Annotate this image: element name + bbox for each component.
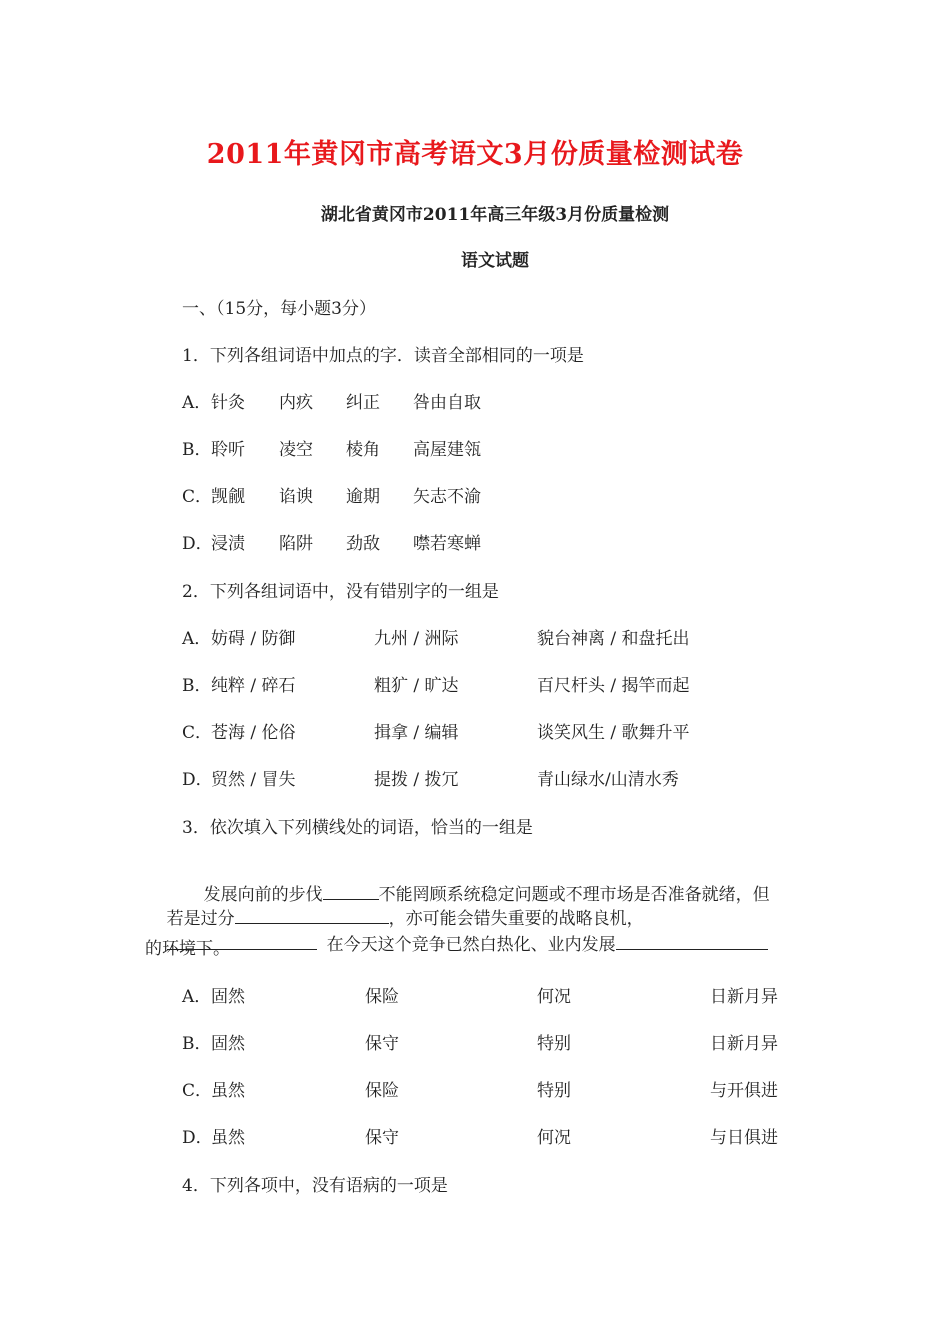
option-label: B．: [182, 676, 212, 696]
option-label: C．: [182, 1081, 213, 1101]
option-item: 固然: [211, 987, 245, 1007]
question-1-stem: 1．下列各组词语中加点的字．读音全部相同的一项是: [182, 346, 584, 366]
option-label: D．: [182, 534, 213, 554]
option-item: 谈笑风生 / 歌舞升平: [537, 723, 690, 743]
option-label: B．: [182, 440, 212, 460]
question-3-stem: 3．依次填入下列横线处的词语，恰当的一组是: [182, 818, 533, 838]
option-item: 与日俱进: [710, 1128, 778, 1148]
option-item: 特别: [537, 1034, 571, 1054]
option-item: 虽然: [211, 1128, 245, 1148]
passage-text: 在今天这个竞争已然白热化、业内发展: [326, 935, 616, 955]
option-label: A．: [182, 987, 212, 1007]
option-item: 粗犷 / 旷达: [374, 676, 459, 696]
option-item: 聆听: [211, 440, 245, 460]
answer-blank-4: [616, 933, 768, 950]
option-item: 高屋建瓴: [413, 440, 481, 460]
option-item: 贸然 / 冒失: [211, 770, 296, 790]
option-item: 凌空: [279, 440, 313, 460]
option-item: 逾期: [346, 487, 380, 507]
option-label: B．: [182, 1034, 212, 1054]
passage-line-4: 的环境下。: [145, 939, 230, 959]
option-item: 纯粹 / 碎石: [211, 676, 296, 696]
question-2-stem: 2．下列各组词语中，没有错别字的一组是: [182, 582, 499, 602]
option-label: A．: [182, 629, 212, 649]
option-item: 浸渍: [211, 534, 245, 554]
question-4-stem: 4．下列各项中，没有语病的一项是: [182, 1176, 448, 1196]
option-label: C．: [182, 487, 213, 507]
option-item: 针灸: [211, 393, 245, 413]
option-item: 青山绿水/山清水秀: [537, 770, 679, 790]
option-item: 百尺杆头 / 揭竿而起: [537, 676, 690, 696]
option-item: 特别: [537, 1081, 571, 1101]
option-item: 苍海 / 伦俗: [211, 723, 296, 743]
option-item: 觊觎: [211, 487, 245, 507]
document-subtitle-2: 语文试题: [461, 251, 529, 271]
option-label: C．: [182, 723, 213, 743]
option-label: D．: [182, 770, 213, 790]
section-heading: 一、（15分，每小题3分）: [182, 299, 376, 319]
option-item: 固然: [211, 1034, 245, 1054]
option-item: 内疚: [279, 393, 313, 413]
passage-text: 不能罔顾系统稳定问题或不理市场是否准备就绪，但: [378, 885, 770, 905]
option-item: 保守: [365, 1128, 399, 1148]
option-item: 保险: [365, 1081, 399, 1101]
option-item: 保险: [365, 987, 399, 1007]
passage-text: ，亦可能会错失重要的战略良机，: [388, 909, 644, 929]
option-item: 咎由自取: [413, 393, 481, 413]
option-item: 日新月异: [710, 987, 778, 1007]
option-item: 揖拿 / 编辑: [374, 723, 459, 743]
option-item: 九州 / 洲际: [374, 629, 459, 649]
option-item: 谄谀: [279, 487, 313, 507]
option-item: 保守: [365, 1034, 399, 1054]
option-item: 棱角: [346, 440, 380, 460]
option-label: D．: [182, 1128, 213, 1148]
option-item: 与开俱进: [710, 1081, 778, 1101]
option-item: 劲敌: [346, 534, 380, 554]
option-item: 矢志不渝: [413, 487, 481, 507]
passage-text: 若是过分: [166, 909, 235, 929]
option-item: 日新月异: [710, 1034, 778, 1054]
option-item: 妨碍 / 防御: [211, 629, 296, 649]
passage-line-3: [145, 910, 768, 975]
option-item: 陷阱: [279, 534, 313, 554]
passage-text: 发展向前的步伐: [203, 885, 323, 905]
option-label: A．: [182, 393, 212, 413]
page-title: 2011年黄冈市高考语文3月份质量检测试卷: [206, 139, 744, 170]
option-item: 纠正: [346, 393, 380, 413]
document-subtitle: 湖北省黄冈市2011年高三年级3月份质量检测: [320, 205, 670, 225]
option-item: 何况: [537, 987, 571, 1007]
option-item: 虽然: [211, 1081, 245, 1101]
option-item: 何况: [537, 1128, 571, 1148]
option-item: 貌台神离 / 和盘托出: [537, 629, 690, 649]
option-item: 提拨 / 拨冗: [374, 770, 459, 790]
option-item: 噤若寒蝉: [413, 534, 481, 554]
